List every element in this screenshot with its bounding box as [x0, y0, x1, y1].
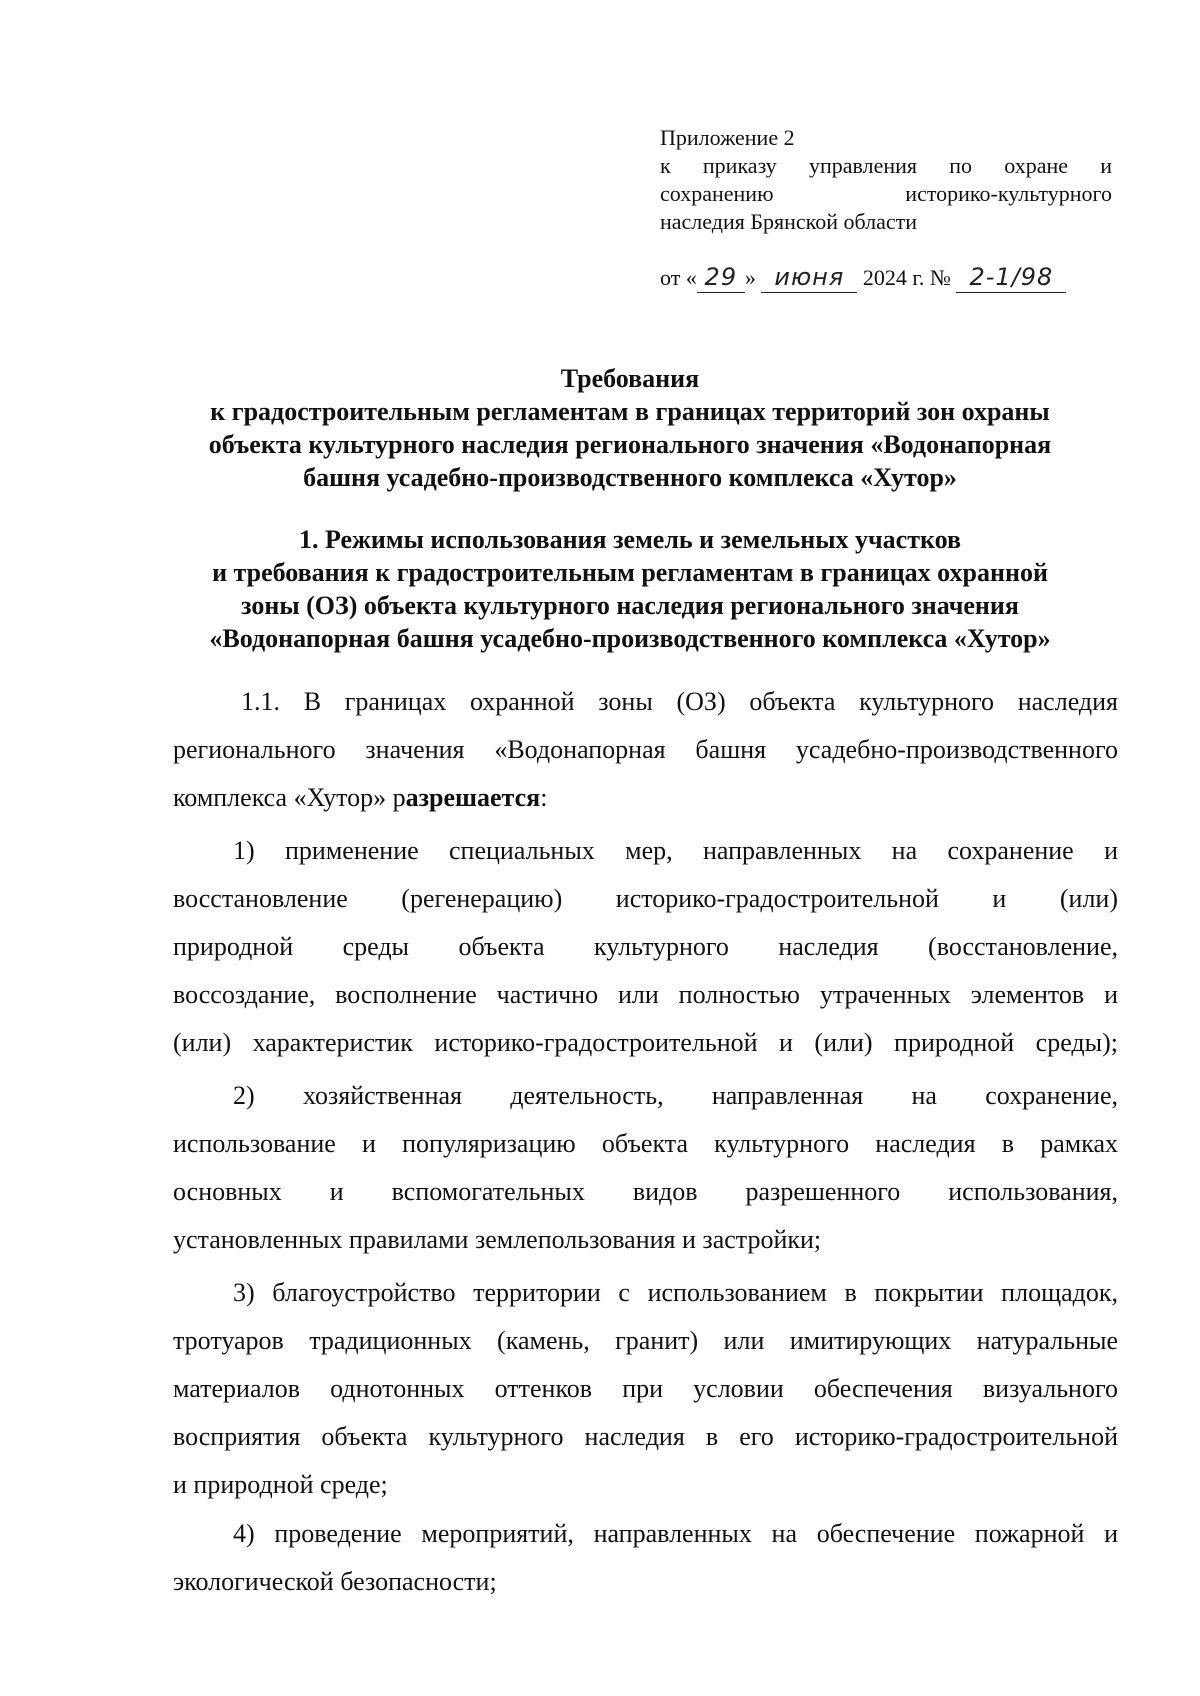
section-title-line: зоны (ОЗ) объекта культурного наследия регионального значения — [241, 591, 1019, 620]
annex-line: сохранению историко-культурного — [660, 181, 1112, 206]
paragraph-line: природной среды объекта культурного наследия (восстановление, — [173, 932, 1118, 961]
order-number-handwritten: 2-1/98 — [956, 262, 1066, 293]
list-item-2 — [173, 1072, 1118, 1264]
paragraph-line: тротуаров традиционных (камень, гранит) или имитирующих натуральные — [173, 1326, 1118, 1355]
section-title-line: 1. Режимы использования земель и земельных участков — [298, 525, 962, 554]
order-year-text: 2024 г. № — [857, 265, 957, 290]
paragraph-line: восстановление (регенерацию) историко-градостроительной и (или) — [173, 884, 1118, 913]
paragraph-line: (или) характеристик историко-градостроительной и (или) природной среды); — [173, 1028, 1118, 1057]
list-item-4 — [173, 1510, 1118, 1606]
paragraph-line: материалов однотонных оттенков при условии обеспечения визуального — [173, 1374, 1118, 1403]
section-title — [150, 523, 1110, 655]
annex-header — [660, 124, 1112, 236]
section-title-line: «Водонапорная башня усадебно-производственного комплекса «Хутор» — [209, 624, 1051, 653]
paragraph-line: и природной среде; — [173, 1470, 388, 1499]
paragraph-line: 1.1. В границах охранной зоны (ОЗ) объекта культурного наследия — [241, 687, 1118, 716]
paragraph-line: экологической безопасности; — [173, 1567, 497, 1596]
order-month-handwritten: июня — [761, 262, 857, 293]
paragraph-1-1 — [173, 678, 1118, 822]
main-title — [150, 362, 1110, 494]
paragraph-line: основных и вспомогательных видов разрешенного использования, — [173, 1177, 1118, 1206]
paragraph-line: установленных правилами землепользования и застройки; — [173, 1225, 822, 1254]
order-mid: » — [744, 265, 762, 290]
text-run: комплекса «Хутор» р — [173, 783, 406, 812]
annex-title: Приложение 2 — [660, 125, 795, 150]
order-date-number — [660, 262, 1120, 293]
paragraph-line: 3) благоустройство территории с использованием в покрытии площадок, — [233, 1278, 1118, 1307]
paragraph-line: регионального значения «Водонапорная башня усадебно-производственного — [173, 735, 1118, 764]
paragraph-line — [173, 774, 1118, 822]
list-item-3 — [173, 1269, 1118, 1509]
paragraph-line: 4) проведение мероприятий, направленных на обеспечение пожарной и — [233, 1519, 1118, 1548]
text-run: : — [540, 783, 548, 812]
order-day-handwritten: 29 — [697, 262, 745, 293]
bold-keyword: азрешается — [405, 783, 541, 812]
order-from-prefix: от « — [660, 265, 697, 290]
paragraph-line: восприятия объекта культурного наследия в его историко-градостроительной — [173, 1422, 1118, 1451]
paragraph-line: 2) хозяйственная деятельность, направленная на сохранение, — [233, 1081, 1118, 1110]
list-item-1 — [173, 827, 1118, 1067]
main-title-line: башня усадебно-производственного комплекса «Хутор» — [303, 463, 957, 492]
paragraph-line: 1) применение специальных мер, направленных на сохранение и — [233, 836, 1118, 865]
annex-line: наследия Брянской области — [660, 209, 918, 234]
main-title-line: Требования — [560, 364, 700, 393]
annex-line: к приказу управления по охране и — [660, 153, 1112, 178]
paragraph-line: воссоздание, восполнение частично или полностью утраченных элементов и — [173, 980, 1118, 1009]
paragraph-line: использование и популяризацию объекта культурного наследия в рамках — [173, 1129, 1118, 1158]
section-title-line: и требования к градостроительным регламентам в границах охранной — [212, 558, 1048, 587]
main-title-line: к градостроительным регламентам в границах территорий зон охраны — [210, 397, 1050, 426]
main-title-line: объекта культурного наследия регионального значения «Водонапорная — [208, 430, 1052, 459]
